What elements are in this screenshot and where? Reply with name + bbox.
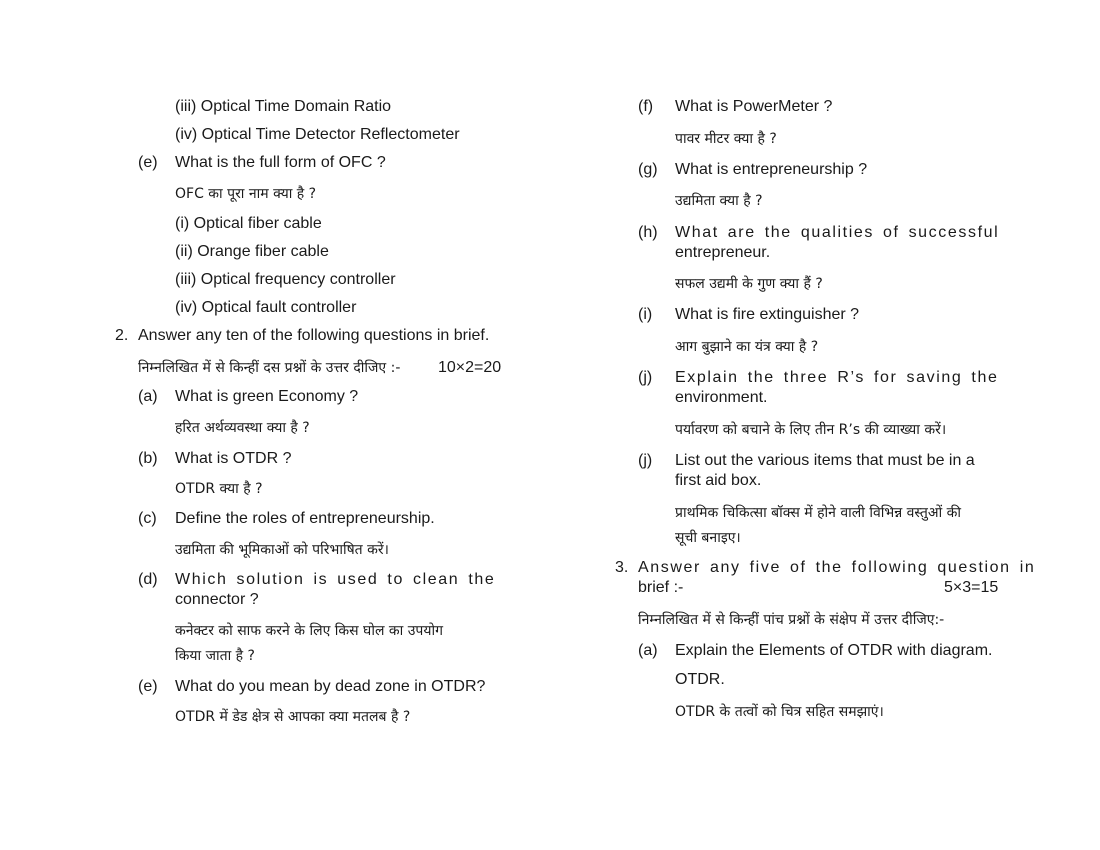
option-label: (iv) — [175, 126, 198, 143]
section-instruction-continued: brief :- — [638, 579, 684, 596]
question-label: (b) — [138, 450, 158, 467]
question-label: (f) — [638, 98, 654, 115]
question-label: (d) — [138, 571, 158, 588]
question-hindi: हरित अर्थव्यवस्था क्या है ? — [175, 420, 310, 436]
question-label: (a) — [138, 388, 158, 405]
question-label: (h) — [638, 224, 658, 241]
option-ii — [175, 242, 329, 262]
question-label: (j) — [638, 452, 653, 469]
question-text-continued: first aid box. — [675, 472, 762, 489]
question-label: (g) — [638, 161, 658, 178]
question-text: Explain the three R’s for saving the — [675, 369, 999, 386]
section-marks: 10×2=20 — [438, 359, 502, 376]
question-text-continued: entrepreneur. — [675, 244, 771, 261]
question-label: (j) — [638, 369, 653, 386]
question-text: Explain the Elements of OTDR with diagram. — [675, 642, 993, 659]
option-text: Optical fiber cable — [193, 215, 322, 232]
question-hindi: पर्यावरण को बचाने के लिए तीन R’s की व्याख्या करें। — [675, 422, 947, 438]
question-text: List out the various items that must be in a — [675, 452, 975, 469]
question-text-continued: connector ? — [175, 591, 259, 608]
question-text: What is fire extinguisher ? — [675, 306, 860, 323]
question-text: Which solution is used to clean the — [175, 571, 496, 588]
question-hindi: OFC का पूरा नाम क्या है ? — [175, 186, 317, 202]
question-text: What is green Economy ? — [175, 388, 359, 405]
option-label: (iii) — [175, 271, 197, 288]
question-text: What do you mean by dead zone in OTDR? — [175, 678, 486, 695]
section-instruction-hindi: निम्नलिखित में से किन्हीं दस प्रश्नों के उत्तर दीजिए :- — [138, 360, 401, 376]
option-text: Optical fault controller — [201, 299, 357, 316]
question-hindi: उद्यमिता की भूमिकाओं को परिभाषित करें। — [175, 542, 389, 558]
section-number: 3. — [615, 559, 629, 576]
question-text: What is OTDR ? — [175, 450, 292, 467]
question-hindi: कनेक्टर को साफ करने के लिए किस घोल का उपयोग — [175, 623, 443, 639]
option-text: Orange fiber cable — [197, 243, 329, 260]
option-i — [175, 214, 322, 234]
question-label: (i) — [638, 306, 653, 323]
question-label: (e) — [138, 154, 158, 171]
option-label: (ii) — [175, 243, 193, 260]
section-instruction: Answer any five of the following question in — [638, 559, 1036, 576]
question-hindi: OTDR में डेड क्षेत्र से आपका क्या मतलब है ? — [175, 709, 411, 725]
question-text: What is PowerMeter ? — [675, 98, 833, 115]
option-iv — [175, 298, 356, 318]
section-marks: 5×3=15 — [944, 579, 999, 596]
option-label: (iv) — [175, 299, 198, 316]
section-number: 2. — [115, 327, 129, 344]
question-text: What is entrepreneurship ? — [675, 161, 868, 178]
question-hindi: आग बुझाने का यंत्र क्या है ? — [675, 339, 819, 355]
question-text-continued: environment. — [675, 389, 768, 406]
option-text: Optical Time Domain Ratio — [200, 98, 392, 115]
question-text-continued: OTDR. — [675, 671, 725, 688]
question-hindi: OTDR के तत्वों को चित्र सहित समझाएं। — [675, 704, 884, 720]
question-label: (a) — [638, 642, 658, 659]
section-instruction-hindi: निम्नलिखित में से किन्हीं पांच प्रश्नों के संक्षेप में उत्तर दीजिए:- — [638, 612, 945, 628]
question-text: What is the full form of OFC ? — [175, 154, 386, 171]
question-hindi-continued: किया जाता है ? — [175, 648, 255, 664]
question-hindi-continued: सूची बनाइए। — [675, 530, 741, 546]
question-hindi: सफल उद्यमी के गुण क्या हैं ? — [675, 276, 823, 292]
option-label: (iii) — [175, 98, 197, 115]
question-hindi: उद्यमिता क्या है ? — [675, 193, 763, 209]
question-hindi: प्राथमिक चिकित्सा बॉक्स में होने वाली विभिन्न वस्तुओं की — [675, 505, 961, 521]
question-text: What are the qualities of successful — [675, 224, 1000, 241]
option-iv — [175, 125, 460, 145]
option-text: Optical Time Detector Reflectometer — [201, 126, 460, 143]
option-text: Optical frequency controller — [200, 271, 396, 288]
question-label: (c) — [138, 510, 157, 527]
option-iii — [175, 270, 396, 290]
question-label: (e) — [138, 678, 158, 695]
section-instruction: Answer any ten of the following questions in brief. — [138, 327, 490, 344]
option-iii — [175, 97, 391, 117]
question-text: Define the roles of entrepreneurship. — [175, 510, 435, 527]
option-label: (i) — [175, 215, 190, 232]
question-hindi: पावर मीटर क्या है ? — [675, 131, 777, 147]
question-hindi: OTDR क्या है ? — [175, 481, 263, 497]
